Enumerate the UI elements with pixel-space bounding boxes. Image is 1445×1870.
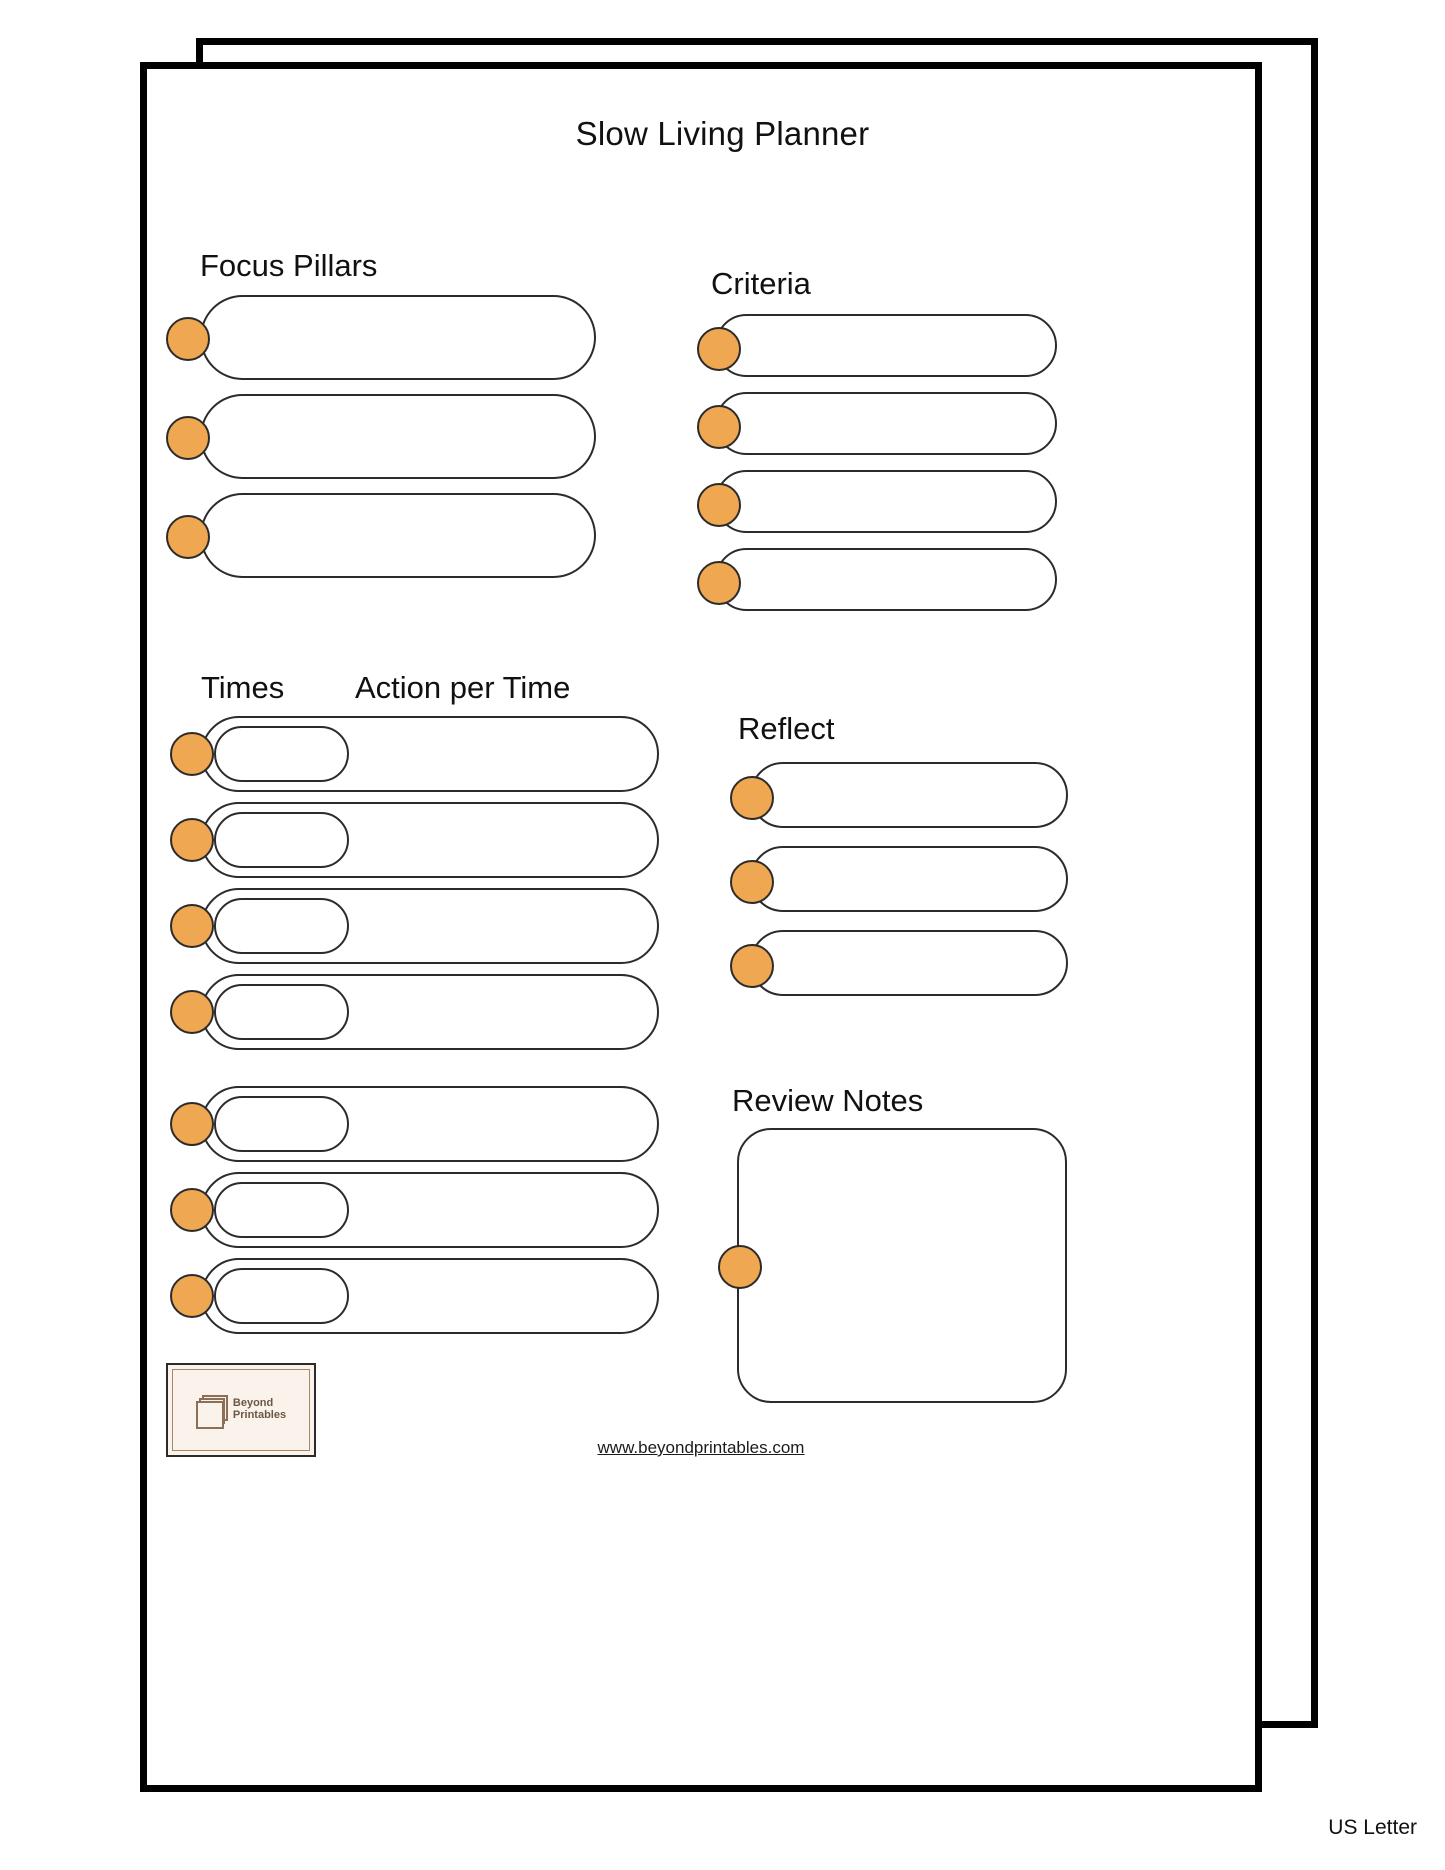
bullet-circle-icon [730,860,774,904]
review-notes-field[interactable] [737,1128,1067,1403]
criteria-row [697,392,1057,455]
focus-pillars-row [166,394,596,479]
times-heading: Times [201,670,285,705]
times-action-row [170,974,670,1050]
times-action-row [170,802,670,878]
bullet-circle-icon [697,483,741,527]
bullet-circle-icon [170,904,214,948]
focus-pillar-field-2[interactable] [200,394,596,479]
bullet-circle-icon [166,317,210,361]
bullet-circle-icon [730,944,774,988]
reflect-row [730,930,1070,996]
action-heading: Action per Time [355,670,571,705]
section-reflect [730,713,1070,996]
criteria-field-1[interactable] [715,314,1057,377]
focus-pillar-field-3[interactable] [200,493,596,578]
reflect-row [730,762,1070,828]
times-action-row [170,1086,670,1162]
time-field-4[interactable] [214,984,349,1040]
bullet-circle-icon [166,515,210,559]
criteria-field-3[interactable] [715,470,1057,533]
time-field-7[interactable] [214,1268,349,1324]
bullet-circle-icon [170,732,214,776]
reflect-field-2[interactable] [750,846,1068,912]
focus-pillar-field-1[interactable] [200,295,596,380]
bullet-circle-icon [697,405,741,449]
bullet-circle-icon [170,1274,214,1318]
focus-pillars-row [166,295,596,380]
time-field-6[interactable] [214,1182,349,1238]
criteria-field-4[interactable] [715,548,1057,611]
bullet-circle-icon [697,561,741,605]
times-actions-headings [170,672,670,706]
time-field-1[interactable] [214,726,349,782]
bullet-circle-icon [166,416,210,460]
time-field-3[interactable] [214,898,349,954]
brand-logo-text [233,1398,286,1422]
section-review-notes [718,1085,1068,1403]
bullet-circle-icon [170,1188,214,1232]
times-action-row [170,1258,670,1334]
criteria-row [697,314,1057,377]
section-times-actions [170,672,670,1334]
bullet-circle-icon [170,1102,214,1146]
times-action-row [170,716,670,792]
bullet-circle-icon [697,327,741,371]
focus-pillars-heading: Focus Pillars [200,248,378,283]
brand-name-line-2: Printables [232,1409,287,1421]
reflect-field-3[interactable] [750,930,1068,996]
bullet-circle-icon [718,1245,762,1289]
brand-name-line-1: Beyond [232,1397,274,1410]
review-notes-heading: Review Notes [732,1083,924,1118]
times-action-row [170,1172,670,1248]
review-notes-row [718,1128,1068,1403]
page-title: Slow Living Planner [575,115,870,152]
website-url[interactable]: www.beyondprintables.com [597,1438,805,1457]
section-criteria [697,268,1057,611]
bullet-circle-icon [170,990,214,1034]
reflect-heading: Reflect [738,711,835,746]
criteria-row [697,470,1057,533]
times-action-row [170,888,670,964]
criteria-field-2[interactable] [715,392,1057,455]
reflect-row [730,846,1070,912]
bullet-circle-icon [170,818,214,862]
criteria-heading: Criteria [711,266,811,301]
page-size-label: US Letter [1328,1816,1417,1839]
time-field-2[interactable] [214,812,349,868]
focus-pillars-row [166,493,596,578]
reflect-field-1[interactable] [750,762,1068,828]
section-focus-pillars [166,250,596,578]
stacked-pages-icon [196,1395,226,1425]
time-field-5[interactable] [214,1096,349,1152]
bullet-circle-icon [730,776,774,820]
criteria-row [697,548,1057,611]
